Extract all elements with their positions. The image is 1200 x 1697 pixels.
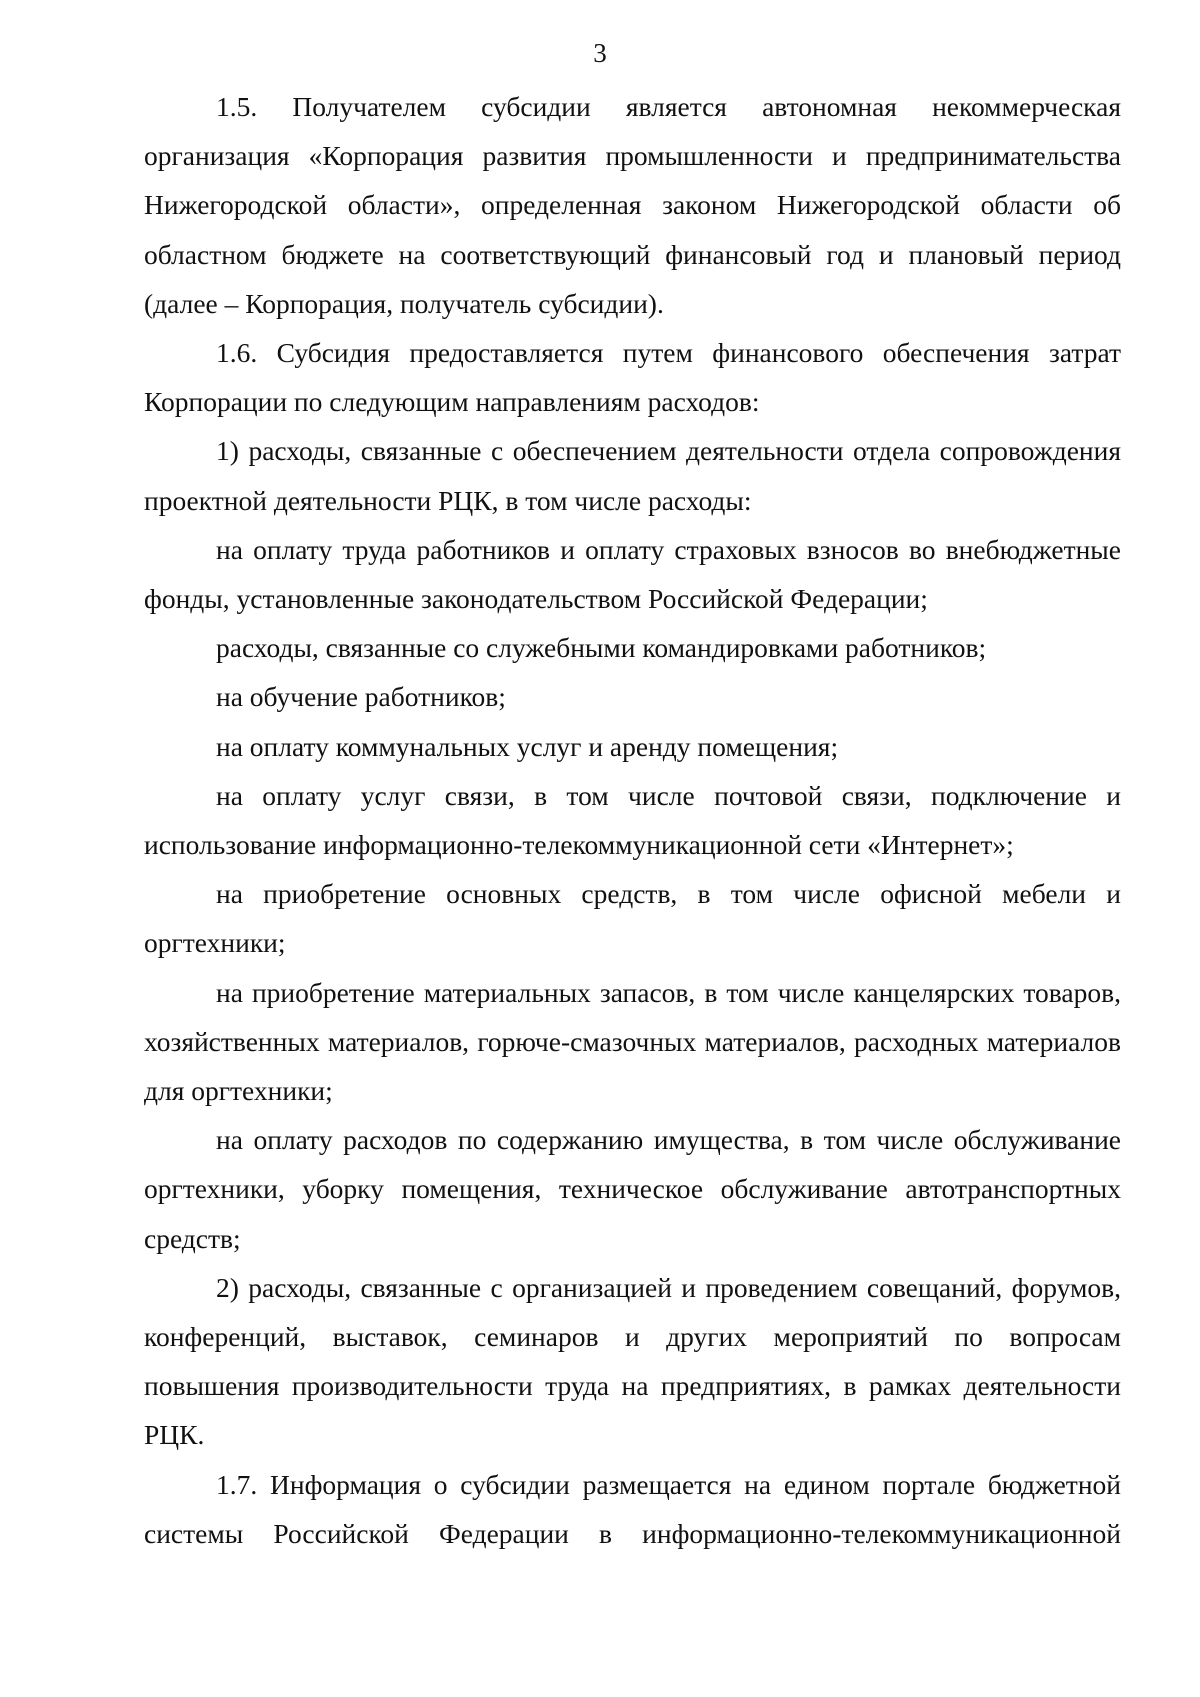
- document-body: [144, 82, 1121, 1558]
- sub-item-communication: на оплату услуг связи, в том числе почтовой связи, подключение и использование информационно-телекоммуникационной сети «Интернет»;: [144, 779, 1121, 861]
- paragraph-1-7: 1.7. Информация о субсидии размещается на едином портале бюджетной системы Российской Федерации в информационно-телекоммуникационной: [144, 1468, 1121, 1549]
- paragraph-1-6: 1.6. Субсидия предоставляется путем финансового обеспечения затрат Корпорации по следующим направлениям расходов:: [144, 337, 1121, 418]
- sub-item-fixed-assets: на приобретение основных средств, в том числе офисной мебели и оргтехники;: [144, 878, 1121, 959]
- paragraph-1-5: 1.5. Получателем субсидии является автономная некоммерческая организация «Корпорация развития промышленности и предпринимательства Нижегородской области», определенная законом Нижегородской области об областном бюджете на соответствующий финансовый год и плановый период (далее – Корпорация, получатель субсидии).: [144, 91, 1121, 319]
- sub-item-utilities: на оплату коммунальных услуг и аренду помещения;: [216, 730, 839, 762]
- sub-item-maintenance: на оплату расходов по содержанию имущества, в том числе обслуживание оргтехники, уборку помещения, техническое обслуживание автотранспортных средств;: [144, 1124, 1121, 1254]
- list-item-2: 2) расходы, связанные с организацией и проведением совещаний, форумов, конференций, выставок, семинаров и других мероприятий по вопросам повышения производительности труда на предприятиях, в рамках деятельности РЦК.: [144, 1271, 1121, 1451]
- sub-item-training: на обучение работников;: [216, 681, 506, 713]
- sub-item-travel: расходы, связанные со служебными командировками работников;: [216, 632, 987, 664]
- sub-item-inventory: на приобретение материальных запасов, в том числе канцелярских товаров, хозяйственных материалов, горюче-смазочных материалов, расходных материалов для оргтехники;: [144, 976, 1121, 1107]
- page-number: 3: [593, 38, 607, 68]
- sub-item-labor: на оплату труда работников и оплату страховых взносов во внебюджетные фонды, установленные законодательством Российской Федерации;: [144, 533, 1121, 615]
- list-item-1: 1) расходы, связанные с обеспечением деятельности отдела сопровождения проектной деятельности РЦК, в том числе расходы:: [144, 435, 1121, 516]
